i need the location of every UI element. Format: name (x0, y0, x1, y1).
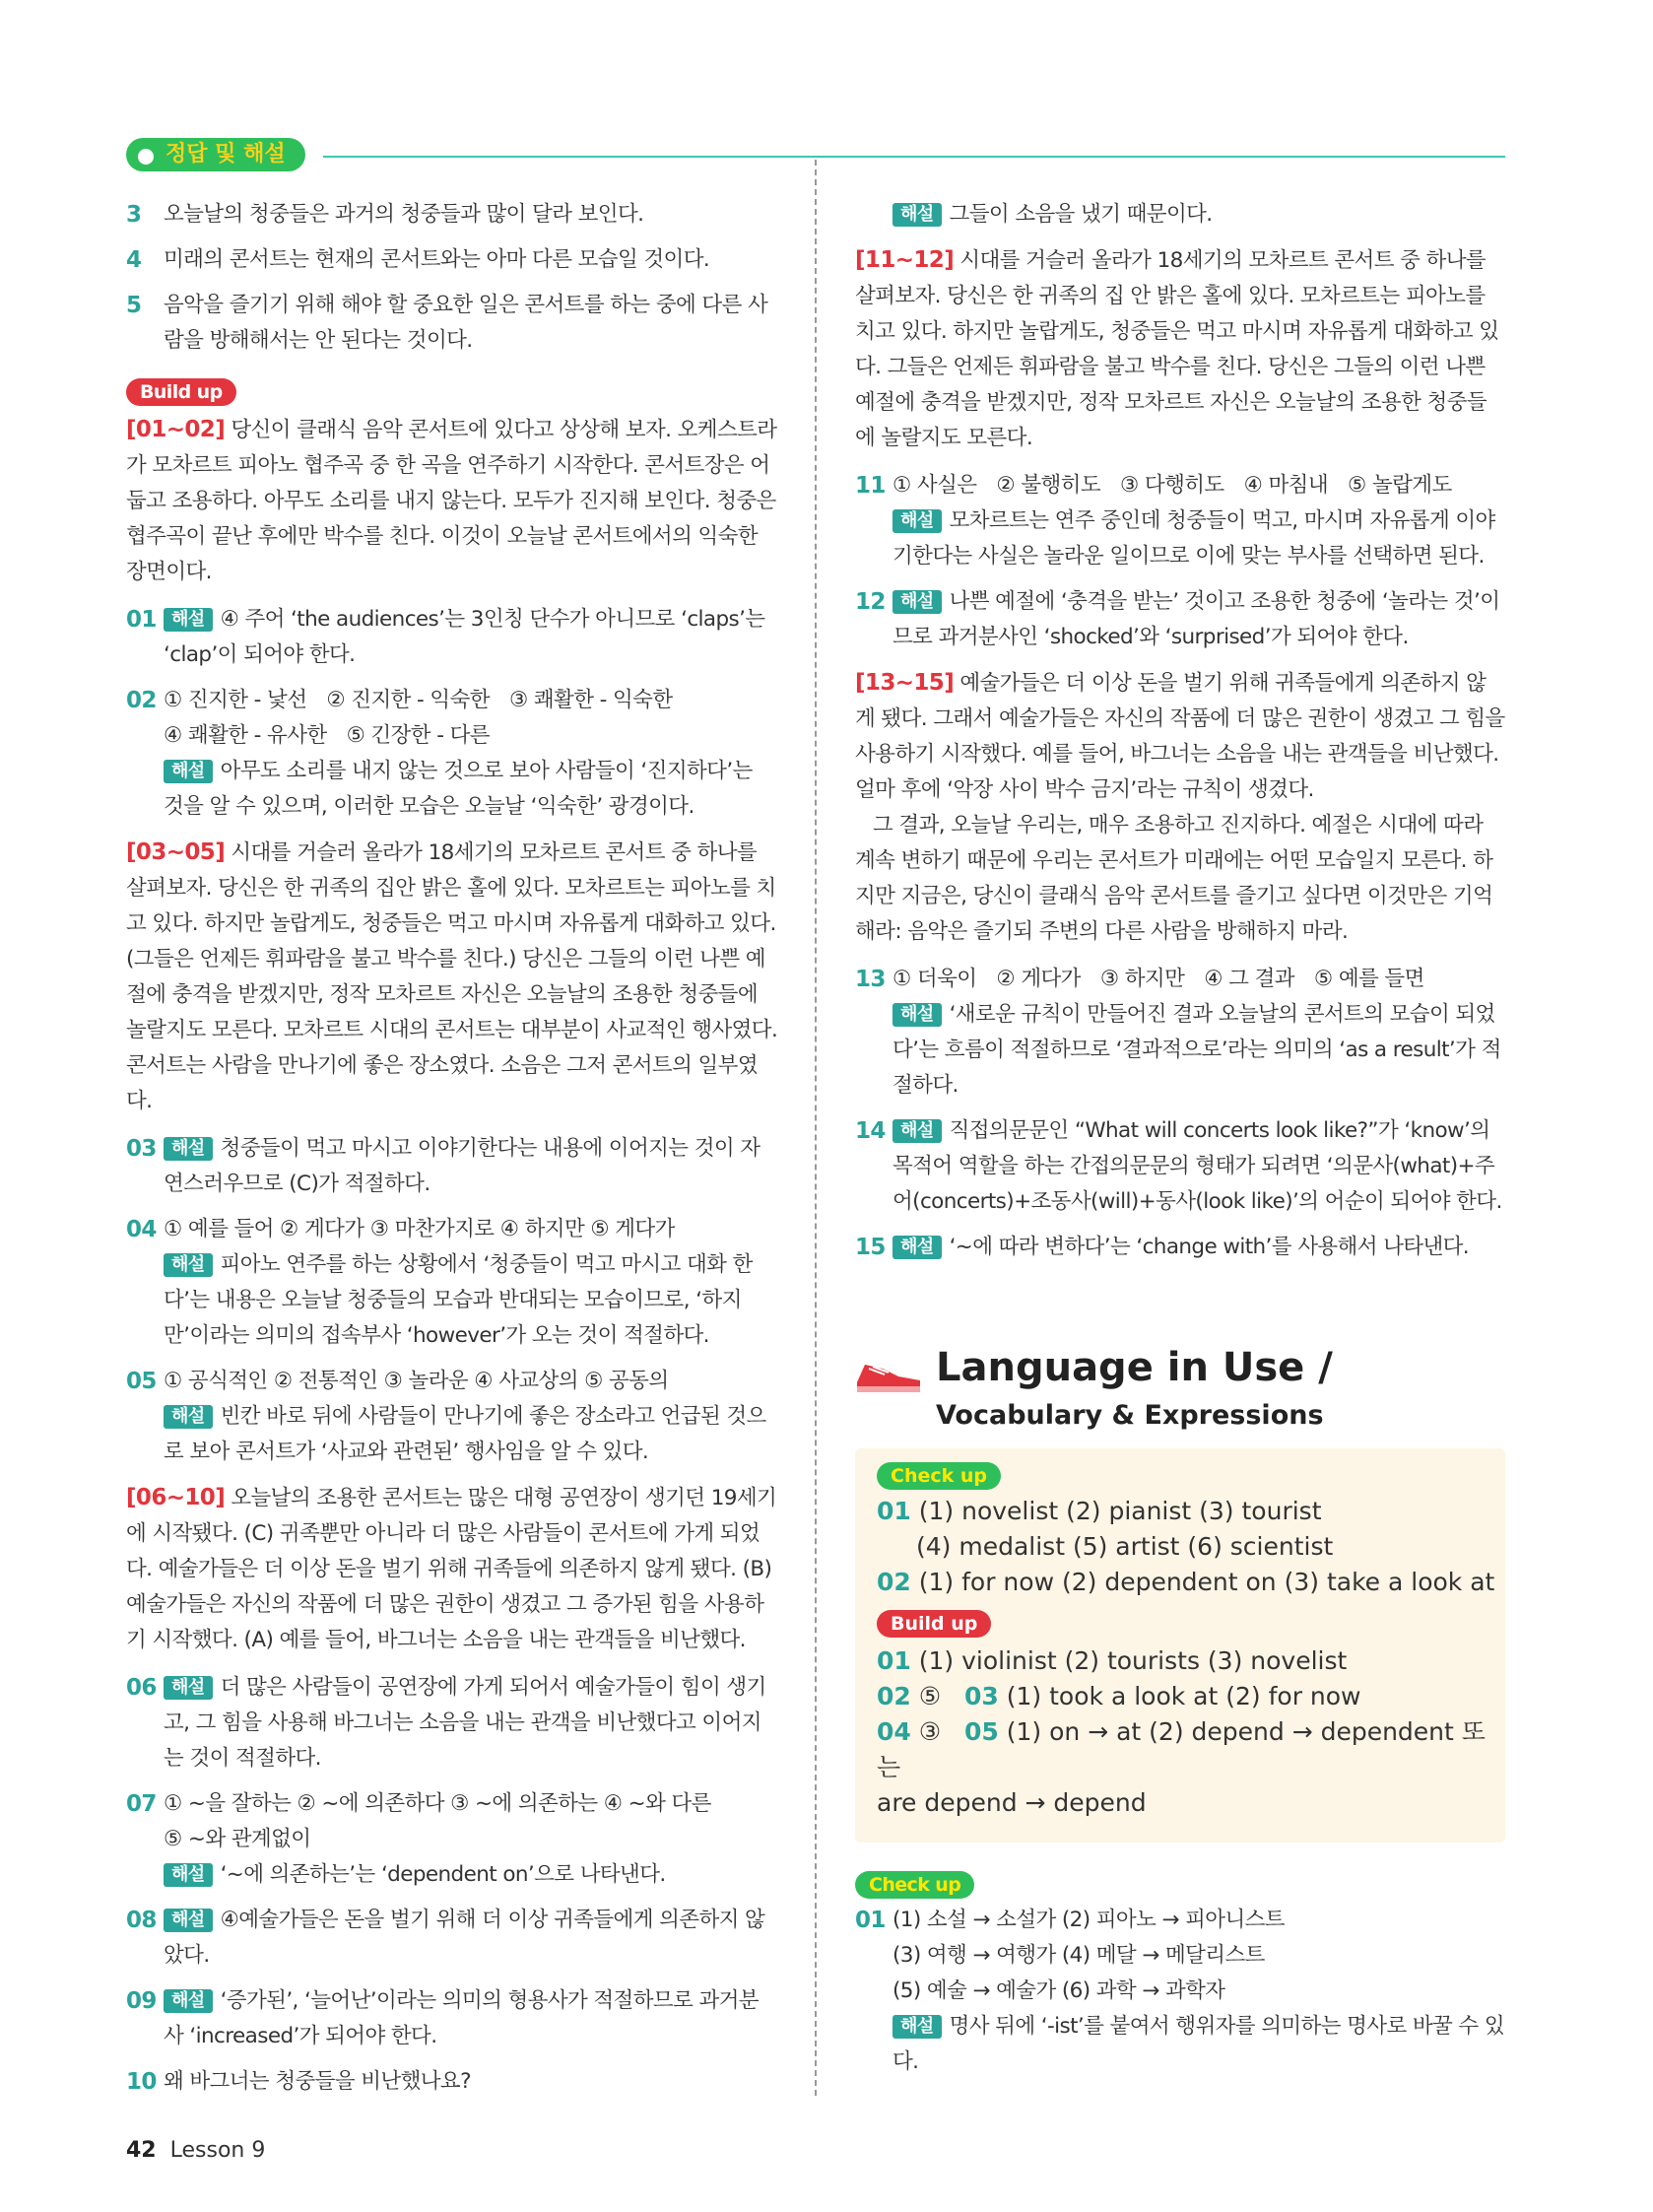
answer-10 (126, 2064, 778, 2100)
choice: ③ 하지만 (1099, 967, 1185, 991)
build-row-02 (877, 1679, 1505, 1714)
answer-number: 12 (855, 589, 886, 615)
section-title (936, 1345, 1333, 1390)
passage-text: 시대를 거슬러 올라가 18세기의 모차르트 콘서트 중 하나를 살펴보자. 당신은 한 귀족의 집안 밝은 홀에 있다. 모차르트는 피아노를 치고 있다. 하지만 놀랍게도, 청중들은 먹고 마시며 자유롭게 대화하고 있다. (그들은 언제든 휘파람을 불고 박수를 친다.) 당신은 그들의 이런 나쁜 예절에 충격을 받겠지만, 정작 모차르트 자신은 오늘날의 조용한 청중들에 놀랄지도 모른다. 모차르트 시대의 콘서트는 대부분이 사교적인 행사였다. 콘서트는 사람을 만나기에 좋은 장소였다. 소음은 그저 콘서트의 일부였다. (126, 840, 778, 1113)
choice-row (893, 962, 1505, 997)
answer-number: 05 (964, 1717, 999, 1746)
answer-11 (855, 468, 1505, 574)
passage-text: 오늘날의 조용한 콘서트는 많은 대형 공연장이 생기던 19세기에 시작됐다. (C) 귀족뿐만 아니라 더 많은 사람들이 콘서트에 가게 되었다. 예술가들은 더 이상 돈을 벌기 위해 귀족들에 의존하지 않게 됐다. (B) 예술가들은 자신의 작품에 더 많은 권한이 생겼고 그 증가된 힘을 사용하기 시작했다. (A) 예를 들어, 바그너는 소음을 내는 관객들을 비난했다. (126, 1486, 777, 1652)
answer-text: 모차르트는 연주 중인데 청중들이 먹고, 마시며 자유롭게 이야기한다는 사실은 놀라운 일이므로 이에 맞는 부사를 선택하면 된다. (893, 508, 1495, 569)
choice: ⑤ 놀랍게도 (1348, 473, 1452, 498)
passage-text: 그 결과, 오늘날 우리는, 매우 조용하고 진지하다. 예절은 시대에 따라 계속 변하기 때문에 우리는 콘서트가 미래에는 어떤 모습일지 모른다. 하지만 지금은, 당신이 클래식 음악 콘서트를 즐기고 싶다면 이것만은 기억해라: 음악은 즐기되 주변의 다른 사람을 방해하지 마라. (855, 813, 1493, 944)
answer-number: 09 (126, 1988, 157, 2014)
check-row-01 (877, 1494, 1505, 1529)
answer-text: (3) 여행 → 여행가 (4) 메달 → 메달리스트 (893, 1943, 1265, 1968)
explanation-badge: 해설 (893, 590, 942, 614)
answer-number: 15 (855, 1235, 886, 1260)
passage-text: 당신이 클래식 음악 콘서트에 있다고 상상해 보자. 오케스트라가 모차르트 피아노 협주곡 중 한 곡을 연주하기 시작한다. 콘서트장은 어둡고 조용하다. 아무도 소리를 내지 않는다. 모두가 진지해 보인다. 청중은 협주곡이 끝난 후에만 박수를 친다. 이것이 오늘날 콘서트에서의 익숙한 장면이다. (126, 418, 777, 584)
range-number: [03~05] (126, 839, 226, 865)
lesson-label: Lesson 9 (169, 2138, 266, 2163)
choice: ② 불행히도 (996, 473, 1101, 498)
sneaker-icon (855, 1355, 924, 1394)
answer-04 (126, 1212, 778, 1354)
answer-number: 14 (855, 1118, 886, 1144)
answer-text: 피아노 연주를 하는 상황에서 ‘청중들이 먹고 마시고 대화 한다’는 내용은 오늘날 청중들의 모습과 반대되는 모습이므로, ‘하지만’이라는 의미의 접속부사 ‘however’가 오는 것이 적절하다. (164, 1252, 753, 1348)
check-up-label: Check up (877, 1462, 1001, 1490)
answer-text: (5) 예술 → 예술가 (6) 과학 → 과학자 (893, 1978, 1225, 2003)
answer-text: 직접의문문인 “What will concerts look like?”가 ‘know’의 목적어 역할을 하는 간접의문문의 형태가 되려면 ‘의문사(what)+주어(concerts)+조동사(will)+동사(look like)’의 어순이 되어야 한다. (893, 1118, 1502, 1214)
choice-row (893, 468, 1505, 503)
answer-number: 01 (126, 607, 157, 633)
answer-number: 10 (126, 2069, 157, 2095)
answer-text: 더 많은 사람들이 공연장에 가게 되어서 예술가들이 힘이 생기고, 그 힘을 사용해 바그너는 소음을 내는 관객을 비난했다고 이어지는 것이 적절하다. (164, 1675, 766, 1771)
answer-02 (126, 683, 778, 825)
answer-text: ‘~에 의존하는’는 ‘dependent on’으로 나타낸다. (220, 1862, 666, 1887)
answer-06 (126, 1670, 778, 1776)
choice-row: ① 예를 들어 ② 게다가 ③ 마찬가지로 ④ 하지만 ⑤ 게다가 (164, 1217, 675, 1241)
check-row-02 (877, 1565, 1505, 1600)
answer-text: (1) for now (2) dependent on (3) take a look at (918, 1568, 1495, 1596)
explanation-badge: 해설 (893, 1236, 942, 1259)
choice: ② 진지한 - 익숙한 (326, 688, 490, 712)
answer-text: (4) medalist (5) artist (6) scientist (916, 1532, 1334, 1561)
header-label: 정답 및 해설 (165, 142, 286, 167)
answer-text: ⑤ (918, 1682, 942, 1710)
answer-number: 11 (855, 473, 886, 499)
explanation-badge: 해설 (893, 1003, 942, 1027)
choice: ② 게다가 (996, 967, 1081, 991)
explanation-badge: 해설 (164, 1989, 213, 2013)
answer-4 (126, 242, 778, 278)
section-title-text: Language in Use (936, 1345, 1305, 1390)
answer-number: 03 (964, 1682, 999, 1710)
answer-text: ③ (918, 1717, 942, 1746)
choice-row: ① 공식적인 ② 전통적인 ③ 놀라운 ④ 사교상의 ⑤ 공동의 (164, 1369, 669, 1393)
build-row-01 (877, 1643, 1505, 1679)
column-divider (815, 160, 817, 2096)
answer-text: (1) violinist (2) tourists (3) novelist (918, 1646, 1348, 1675)
explanation-badge: 해설 (164, 1863, 213, 1887)
header-rule (323, 156, 1505, 158)
choice: ③ 쾌활한 - 익숙한 (508, 688, 673, 712)
answer-text: 음악을 즐기기 위해 해야 할 중요한 일은 콘서트를 하는 중에 다른 사람을 방해해서는 안 된다는 것이다. (164, 293, 768, 353)
header-dot-icon (136, 147, 156, 167)
answer-12 (855, 584, 1505, 655)
choice: ④ 쾌활한 - 유사한 (164, 723, 327, 748)
right-column (855, 197, 1505, 1275)
answer-text: 청중들이 먹고 마시고 이야기한다는 내용에 이어지는 것이 자연스러우므로 (C)가 적절하다. (164, 1136, 760, 1196)
range-number: [11~12] (855, 247, 955, 273)
answer-09 (126, 1983, 778, 2054)
passage-06-10 (126, 1480, 778, 1658)
answer-text: 명사 뒤에 ‘-ist’를 붙여서 행위자를 의미하는 명사로 바꿀 수 있다. (893, 2014, 1505, 2074)
header-pill (126, 138, 305, 171)
answer-text: ④예술가들은 돈을 벌기 위해 더 이상 귀족들에게 의존하지 않았다. (164, 1908, 765, 1968)
answer-number: 4 (126, 247, 142, 273)
answer-text: (1) novelist (2) pianist (3) tourist (918, 1497, 1322, 1525)
answer-text: 미래의 콘서트는 현재의 콘서트와는 아마 다른 모습일 것이다. (164, 247, 710, 272)
choice: ① 사실은 (893, 473, 977, 498)
answer-number: 01 (855, 1908, 886, 1933)
answer-text: 나쁜 예절에 ‘충격을 받는’ 것이고 조용한 청중에 ‘놀라는 것’이므로 과거분사인 ‘shocked’와 ‘surprised’가 되어야 한다. (893, 589, 1500, 649)
explanation-badge: 해설 (893, 203, 942, 227)
build-row-04 (877, 1714, 1505, 1785)
answer-text: 오늘날의 청중들은 과거의 청중들과 많이 달라 보인다. (164, 202, 644, 227)
answer-01 (126, 602, 778, 673)
answer-box (855, 1448, 1505, 1843)
left-column (126, 197, 778, 2110)
explanation-badge: 해설 (164, 1676, 213, 1700)
explanation-badge: 해설 (164, 1137, 213, 1161)
answer-text: (1) 소설 → 소설가 (2) 피아노 → 피아니스트 (893, 1908, 1285, 1932)
page-number: 42 (126, 2138, 157, 2163)
answer-number: 13 (855, 967, 886, 992)
passage-01-02 (126, 412, 778, 590)
choice-row (164, 683, 778, 718)
explanation-badge: 해설 (164, 1405, 213, 1429)
choice: ⑤ 긴장한 - 다른 (346, 723, 490, 748)
choice: ④ 마침내 (1243, 473, 1329, 498)
choice: ④ 그 결과 (1204, 967, 1294, 991)
range-number: [13~15] (855, 670, 955, 696)
answer-07 (126, 1786, 778, 1893)
section-subtitle: Vocabulary & Expressions (936, 1400, 1324, 1431)
answer-number: 08 (126, 1908, 157, 1933)
build-up-label: Build up (126, 378, 236, 406)
answer-text: ‘새로운 규칙이 만들어진 결과 오늘날의 콘서트의 모습이 되었다’는 흐름이 적절하므로 ‘결과적으로’라는 의미의 ‘as a result’가 적절하다. (893, 1002, 1501, 1098)
explanation-badge: 해설 (164, 608, 213, 632)
choice: ⑤ 예를 들면 (1313, 967, 1424, 991)
passage-11-12 (855, 242, 1505, 456)
choice-row (164, 718, 778, 754)
answer-text: 왜 바그너는 청중들을 비난했나요? (164, 2069, 471, 2094)
answer-10-continued (855, 197, 1505, 233)
choice: ① 더욱이 (893, 967, 977, 991)
answer-number: 01 (877, 1497, 911, 1525)
answer-number: 05 (126, 1369, 157, 1394)
answer-03 (126, 1131, 778, 1202)
choice: ③ 다행히도 (1120, 473, 1224, 498)
answer-box-content (877, 1456, 1505, 1821)
check-up-label: Check up (855, 1871, 974, 1899)
answer-number: 04 (877, 1717, 911, 1746)
explanation-badge: 해설 (164, 1253, 213, 1277)
explanation-badge: 해설 (893, 509, 942, 533)
answer-number: 07 (126, 1791, 157, 1817)
check-answer-01 (855, 1903, 1505, 2080)
answer-number: 06 (126, 1675, 157, 1701)
answer-text: ‘~에 따라 변하다’는 ‘change with’를 사용해서 나타낸다. (949, 1235, 1470, 1259)
answer-text: 빈칸 바로 뒤에 사람들이 만나기에 좋은 장소라고 언급된 것으로 보아 콘서트가 ‘사교와 관련된’ 행사임을 알 수 있다. (164, 1404, 766, 1464)
answer-number: 3 (126, 202, 142, 228)
answer-text: ‘증가된’, ‘늘어난’이라는 의미의 형용사가 적절하므로 과거분사 ‘increased’가 되어야 한다. (164, 1988, 759, 2048)
answer-text: (1) on → at (2) depend → dependent 또는 (877, 1717, 1486, 1781)
answer-14 (855, 1113, 1505, 1220)
passage-03-05 (126, 835, 778, 1119)
choice-row: ① ~을 잘하는 ② ~에 의존하다 ③ ~에 의존하는 ④ ~와 다른 (164, 1791, 711, 1816)
choice: ① 진지한 - 낯선 (164, 688, 307, 712)
passage-text: 예술가들은 더 이상 돈을 벌기 위해 귀족들에게 의존하지 않게 됐다. 그래서 예술가들은 자신의 작품에 더 많은 권한이 생겼고 그 힘을 사용하기 시작했다. 예를 들어, 바그너는 소음을 내는 관객들을 비난했다. 얼마 후에 ‘악장 사이 박수 금지’라는 규칙이 생겼다. (855, 671, 1505, 802)
answer-5 (126, 288, 778, 359)
answer-08 (126, 1903, 778, 1974)
range-number: [01~02] (126, 417, 226, 442)
passage-text: 시대를 거슬러 올라가 18세기의 모차르트 콘서트 중 하나를 살펴보자. 당신은 한 귀족의 집 안 밝은 홀에 있다. 모차르트는 피아노를 치고 있다. 하지만 놀랍게도, 청중들은 먹고 마시며 자유롭게 대화하고 있다. 그들은 언제든 휘파람을 불고 박수를 친다. 당신은 그들의 이런 나쁜 예절에 충격을 받겠지만, 정작 모차르트 자신은 오늘날의 조용한 청중들에 놀랄지도 모른다. (855, 248, 1499, 450)
answer-text: ④ 주어 ‘the audiences’는 3인칭 단수가 아니므로 ‘claps’는 ‘clap’이 되어야 한다. (164, 607, 765, 667)
explanation-badge: 해설 (164, 760, 213, 783)
title-slash: / (1318, 1345, 1333, 1390)
answer-number: 04 (126, 1217, 157, 1242)
explanation-badge: 해설 (893, 2015, 942, 2039)
answer-text: 아무도 소리를 내지 않는 것으로 보아 사람들이 ‘진지하다’는 것을 알 수 있으며, 이러한 모습은 오늘날 ‘익숙한’ 광경이다. (164, 759, 753, 819)
answer-text: 그들이 소음을 냈기 때문이다. (949, 202, 1213, 227)
answer-number: 03 (126, 1136, 157, 1162)
answer-number: 02 (126, 688, 157, 713)
passage-13-15 (855, 665, 1505, 950)
explanation-badge: 해설 (164, 1909, 213, 1932)
answer-3 (126, 197, 778, 233)
answer-text: (1) took a look at (2) for now (1006, 1682, 1361, 1710)
check-up-section (855, 1867, 1505, 2080)
range-number: [06~10] (126, 1485, 226, 1510)
answer-13 (855, 962, 1505, 1104)
choice-row: ⑤ ~와 관계없이 (164, 1827, 311, 1851)
explanation-badge: 해설 (893, 1119, 942, 1143)
answer-15 (855, 1230, 1505, 1265)
build-up-label: Build up (877, 1610, 991, 1638)
answer-number: 02 (877, 1682, 911, 1710)
answer-number: 02 (877, 1568, 911, 1596)
answer-number: 5 (126, 293, 142, 318)
answer-number: 01 (877, 1646, 911, 1675)
answer-05 (126, 1364, 778, 1470)
answer-text: are depend → depend (877, 1788, 1147, 1817)
page-footer (126, 2138, 265, 2163)
